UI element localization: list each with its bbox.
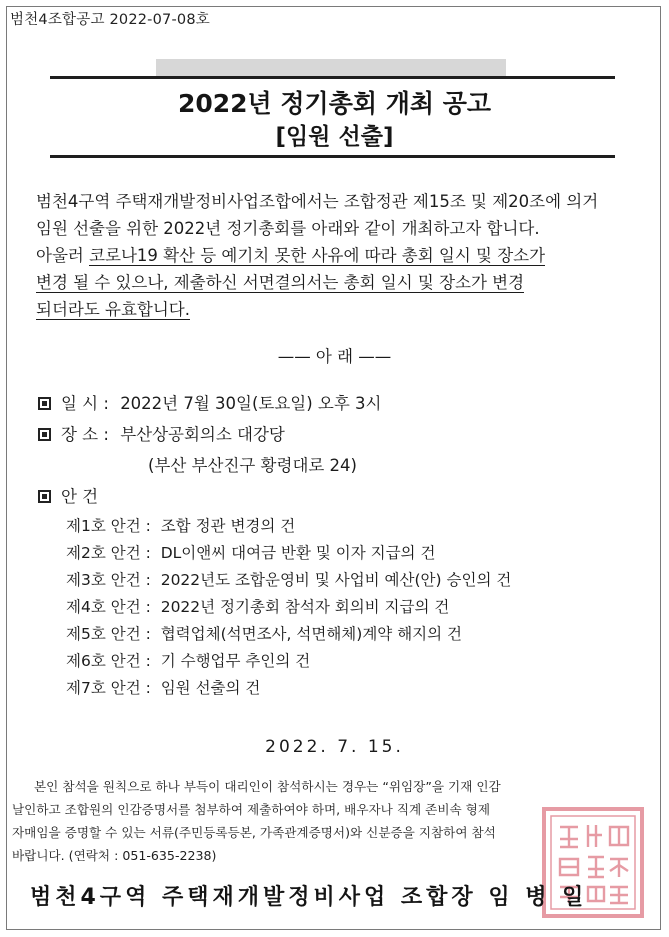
notice-date: 2022. 7. 15. xyxy=(265,737,404,757)
agenda-item-text: DL이앤씨 대여금 반환 및 이자 지급의 건 xyxy=(160,544,436,562)
agenda-label: 안 건 xyxy=(61,487,99,506)
intro-line-4 xyxy=(36,269,636,296)
agenda-item-number: 제2호 안건 : xyxy=(66,544,151,562)
agenda-item-text: 기 수행업무 추인의 건 xyxy=(160,652,311,670)
notice-subtitle: [임원 선출] xyxy=(275,124,394,150)
datetime-label: 일 시 : xyxy=(61,394,109,413)
agenda-item-number: 제3호 안건 : xyxy=(66,571,151,589)
detail-agenda xyxy=(38,483,98,507)
agenda-item-number: 제1호 안건 : xyxy=(66,517,151,535)
intro-line-5-underlined: 되더라도 유효합니다. xyxy=(36,300,190,319)
agenda-item-number: 제4호 안건 : xyxy=(66,598,151,616)
agenda-item-number: 제5호 안건 : xyxy=(66,625,151,643)
place-label: 장 소 : xyxy=(61,425,109,444)
intro-line-3-underlined: 코로나19 확산 등 예기치 못한 사유에 따라 총회 일시 및 장소가 xyxy=(89,246,546,265)
intro-line-3 xyxy=(36,242,636,269)
notice-line-3: 자매임을 증명할 수 있는 서류(주민등록등본, 가족관계증명서)와 신분증을 지참하여 참석 xyxy=(12,825,496,840)
signer-name: 범천4구역 주택재개발정비사업 조합장 임 병 일 xyxy=(30,885,588,910)
detail-place xyxy=(38,421,285,445)
agenda-item xyxy=(66,514,295,536)
agenda-item xyxy=(66,649,310,671)
intro-line-3-lead: 아울러 xyxy=(36,246,90,265)
notice-title: 2022년 정기총회 개최 공고 xyxy=(177,89,492,118)
square-bullet-icon xyxy=(38,428,51,441)
detail-datetime xyxy=(38,390,381,414)
agenda-item-text: 2022년 정기총회 참석자 회의비 지급의 건 xyxy=(160,598,450,616)
agenda-item xyxy=(66,622,462,644)
notice-line-2: 날인하고 조합원의 인감증명서를 첨부하여 제출하여야 하며, 배우자나 직계 존비속 형제 xyxy=(12,802,490,817)
agenda-item-number: 제7호 안건 : xyxy=(66,679,151,697)
document-number: 범천4조합공고 2022-07-08호 xyxy=(10,12,210,28)
agenda-item-text: 임원 선출의 건 xyxy=(160,679,261,697)
title-shade xyxy=(156,59,506,77)
title-top-rule xyxy=(50,76,615,79)
intro-line-1: 범천4구역 주택재개발정비사업조합에서는 조합정관 제15조 및 제20조에 의거 xyxy=(36,192,599,211)
intro-line-4-underlined: 변경 될 수 있으나, 제출하신 서면결의서는 총회 일시 및 장소가 변경 xyxy=(36,273,525,292)
agenda-item xyxy=(66,595,449,617)
datetime-value: 2022년 7월 30일(토요일) 오후 3시 xyxy=(120,394,382,413)
notice-line-1: 본인 참석을 원칙으로 하나 부득이 대리인이 참석하시는 경우는 “위임장”을 기재 인감 xyxy=(34,779,501,794)
agenda-item xyxy=(66,541,435,563)
agenda-item-text: 2022년도 조합운영비 및 사업비 예산(안) 승인의 건 xyxy=(160,571,512,589)
section-heading: —— 아 래 —— xyxy=(277,347,392,366)
place-address: (부산 부산진구 황령대로 24) xyxy=(148,456,357,475)
agenda-item-text: 조합 정관 변경의 건 xyxy=(160,517,296,535)
place-value: 부산상공회의소 대강당 xyxy=(120,425,285,444)
intro-line-2: 임원 선출을 위한 2022년 정기총회를 아래와 같이 개최하고자 합니다. xyxy=(36,219,540,238)
title-bottom-rule xyxy=(50,155,615,158)
notice-line-4: 바랍니다. (연락처 : 051-635-2238) xyxy=(12,848,217,863)
square-bullet-icon xyxy=(38,490,51,503)
agenda-item-text: 협력업체(석면조사, 석면해체)계약 해지의 건 xyxy=(160,625,463,643)
square-bullet-icon xyxy=(38,397,51,410)
agenda-item xyxy=(66,568,511,590)
agenda-item xyxy=(66,676,260,698)
intro-line-5 xyxy=(36,296,636,323)
agenda-item-number: 제6호 안건 : xyxy=(66,652,151,670)
